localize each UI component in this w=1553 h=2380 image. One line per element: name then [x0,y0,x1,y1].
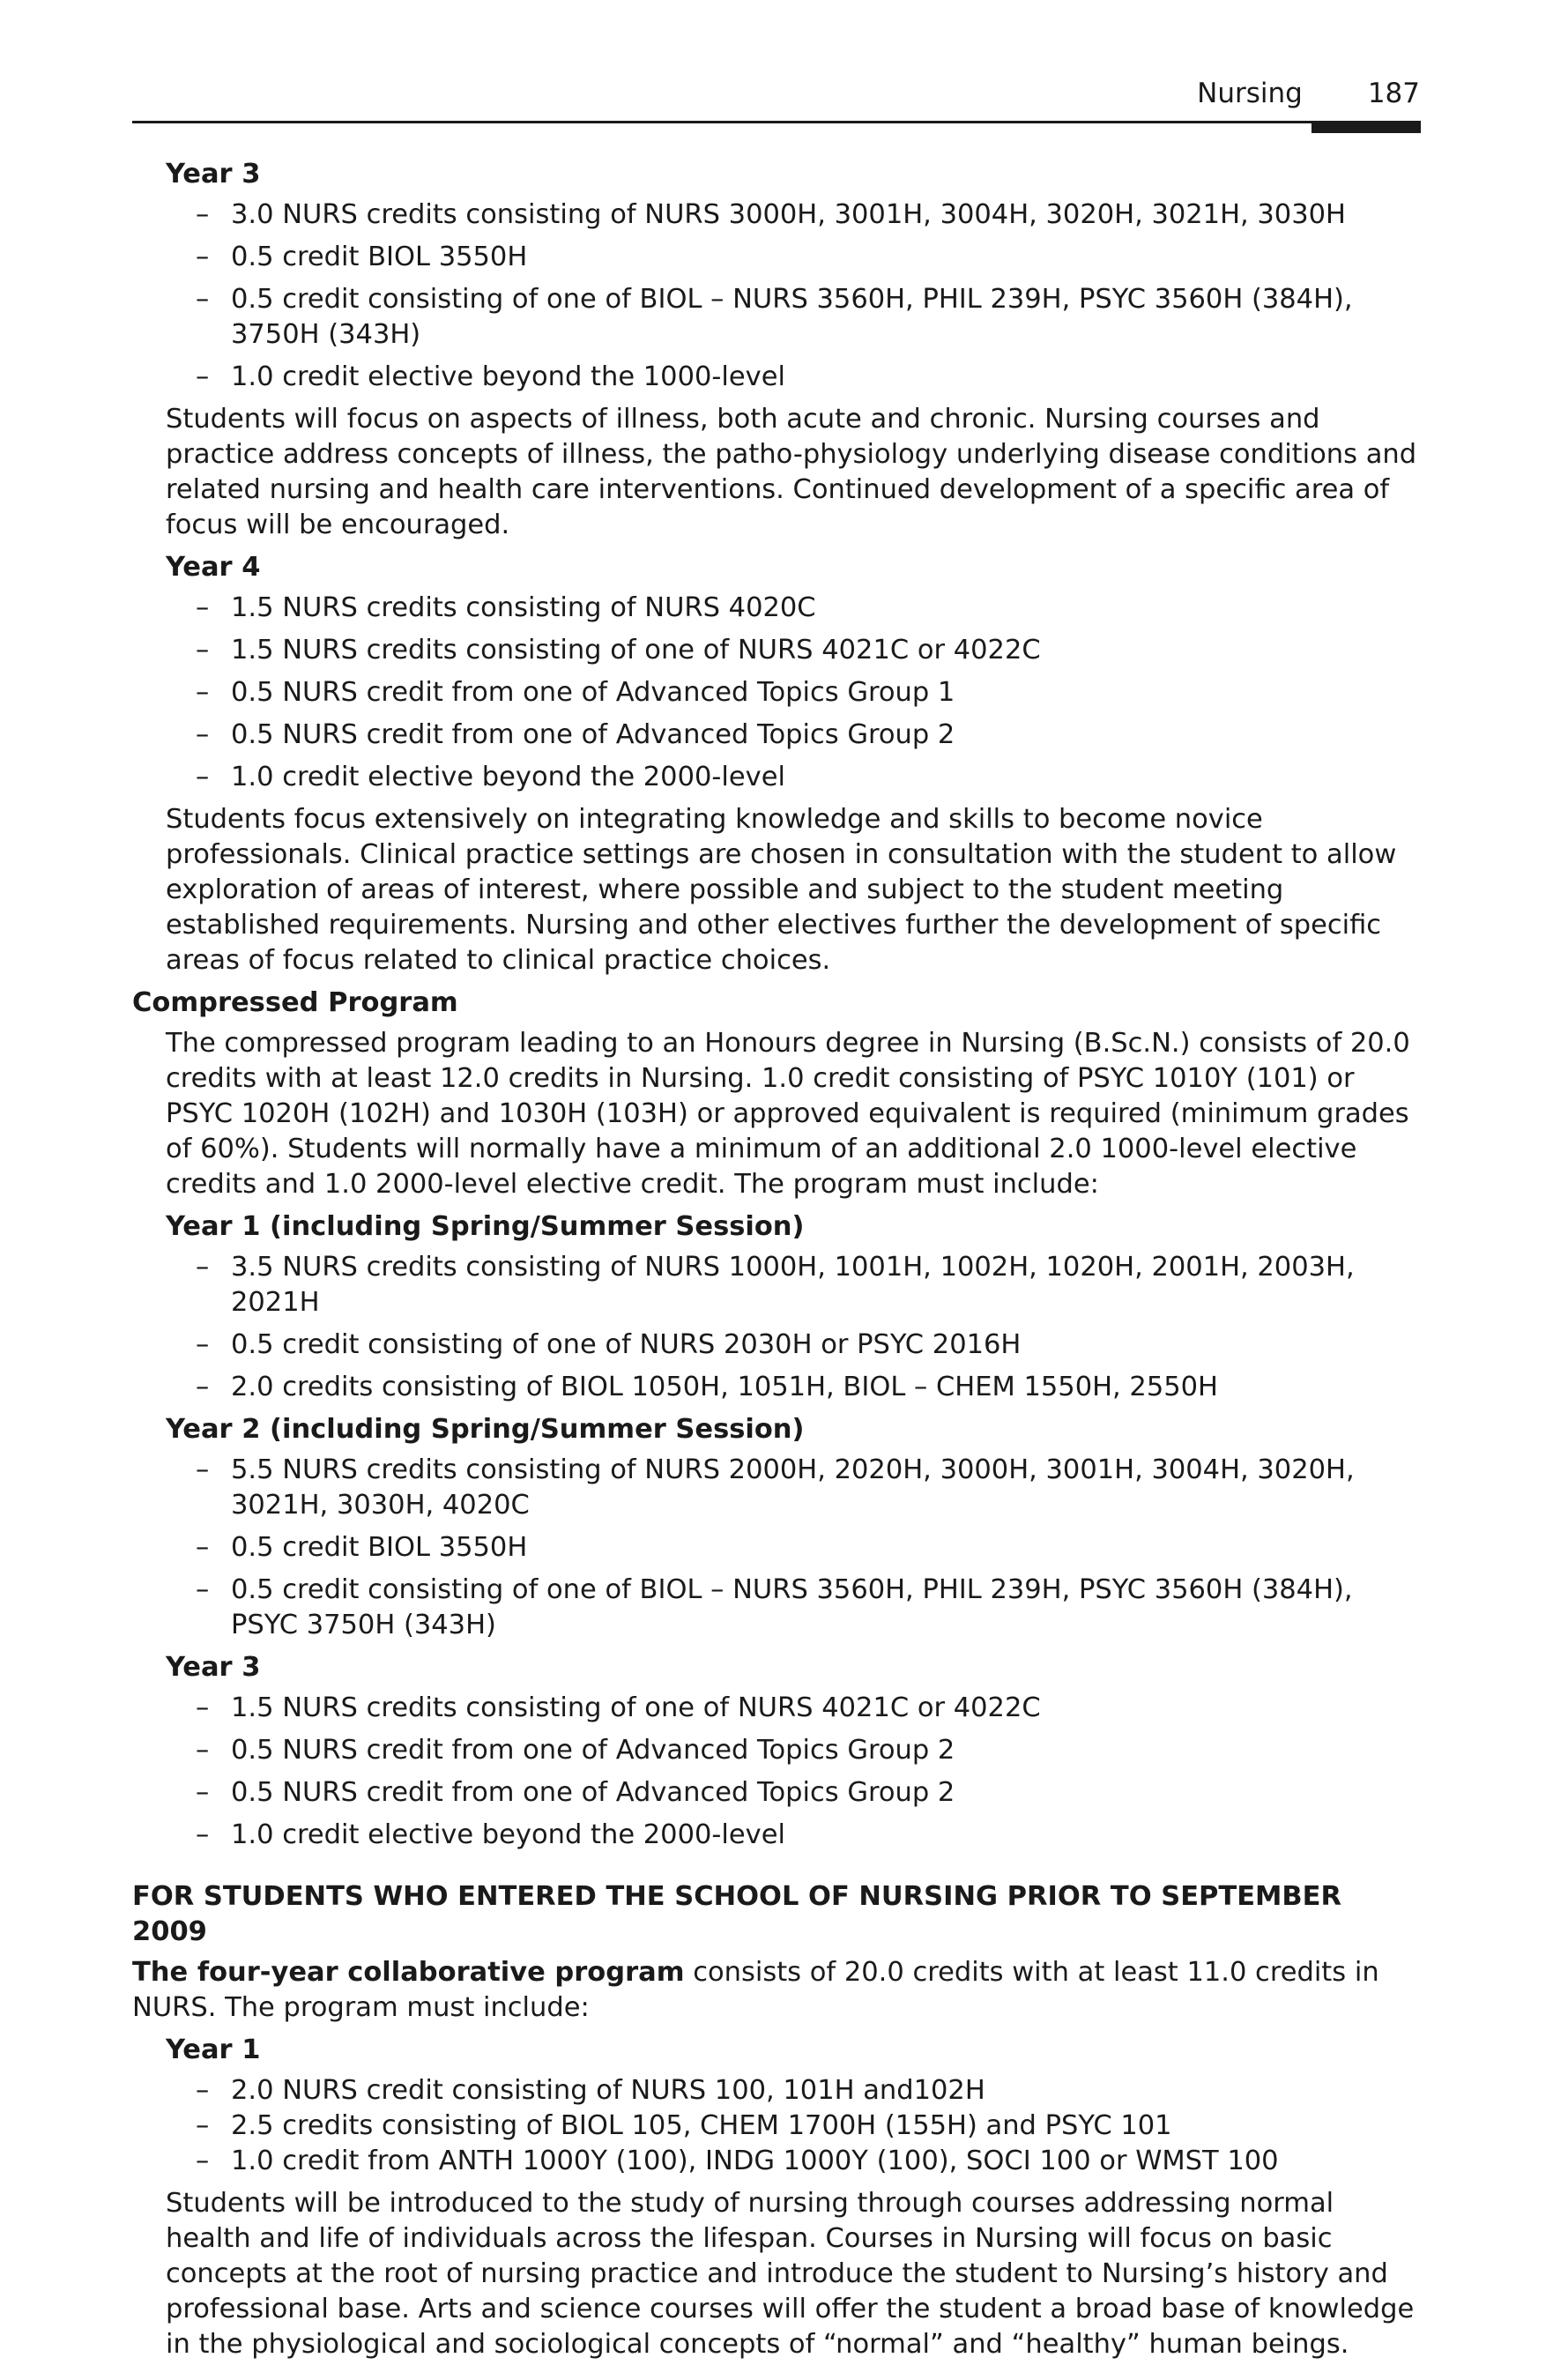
list-item [132,2144,1423,2179]
dash-bullet: – [196,1454,210,1485]
dash-bullet: – [196,361,210,392]
compressed-year3-heading: Year 3 [166,1652,261,1683]
dash-bullet: – [196,2146,210,2176]
year4-description: Students focus extensively on integrating knowledge and skills to become novice professionals. Clinical practice settings are chosen in consultation with the student to allow exploration of areas of interest, where possible and subject to the student meeting established requirements. Nursing and other electives further the development of specific areas of focus related to clinical practice choices. [166,804,1397,976]
dash-bullet: – [196,635,210,666]
list-item-text: 1.0 credit from ANTH 1000Y (100), INDG 1000Y (100), SOCI 100 or WMST 100 [231,2146,1279,2176]
list-item-text: 0.5 credit consisting of one of BIOL – NURS 3560H, PHIL 239H, PSYC 3560H (384H), PSYC 3750H (343H) [231,1574,1353,1640]
list-item [132,282,1423,353]
compressed-program-heading: Compressed Program [132,987,458,1018]
list-item-text: 1.5 NURS credits consisting of one of NURS 4021C or 4022C [231,1692,1041,1723]
year4-heading: Year 4 [166,552,261,583]
list-item-text: 0.5 credit BIOL 3550H [231,1532,528,1563]
list-item [132,1530,1423,1566]
prior-2009-heading: FOR STUDENTS WHO ENTERED THE SCHOOL OF NURSING PRIOR TO SEPTEMBER 2009 [132,1881,1341,1947]
list-item [132,1733,1423,1768]
running-head [1197,78,1420,109]
prior-year1-description: Students will be introduced to the study of nursing through courses addressing normal health and life of individuals across the lifespan. Courses in Nursing will focus on basic concepts at the root of nursing practice and introduce the student to Nursing’s history and professional base. Arts and science courses will offer the student a broad base of knowledge in the physiological and sociological concepts of “normal” and “healthy” human beings. [166,2188,1415,2360]
prior-year1-list [132,2073,1423,2179]
dash-bullet: – [196,242,210,272]
dash-bullet: – [196,1574,210,1605]
compressed-year1-heading: Year 1 (including Spring/Summer Session) [166,1211,805,1242]
list-item [132,718,1423,753]
prior-2009-intro-rest: consists of 20.0 credits with at least 11.0 credits in NURS. The program must include: [132,1957,1379,2023]
list-item-text: 0.5 NURS credit from one of Advanced Topics Group 1 [231,677,955,708]
dash-bullet: – [196,1692,210,1723]
list-item [132,1328,1423,1363]
prior-2009-intro [132,1955,1423,2026]
year3-heading: Year 3 [166,159,261,190]
list-item-text: 1.0 credit elective beyond the 2000-level [231,1819,785,1850]
list-item [132,1453,1423,1523]
list-item [132,1370,1423,1405]
list-item [132,1775,1423,1811]
list-item [132,360,1423,395]
list-item [132,197,1423,233]
list-item-text: 1.0 credit elective beyond the 1000-level [231,361,785,392]
list-item-text: 3.5 NURS credits consisting of NURS 1000H, 1001H, 1002H, 1020H, 2001H, 2003H, 2021H [231,1252,1355,1318]
list-item [132,1573,1423,1643]
list-item-text: 1.0 credit elective beyond the 2000-level [231,762,785,792]
compressed-year2-list [132,1453,1423,1643]
list-item [132,240,1423,275]
list-item-text: 5.5 NURS credits consisting of NURS 2000H, 2020H, 3000H, 3001H, 3004H, 3020H, 3021H, 3030H, 4020C [231,1454,1355,1521]
list-item [132,760,1423,795]
list-item-text: 2.0 NURS credit consisting of NURS 100, 101H and102H [231,2075,985,2106]
header-tab-bar [1312,121,1421,133]
list-item-text: 1.5 NURS credits consisting of one of NURS 4021C or 4022C [231,635,1041,666]
list-item [132,675,1423,710]
list-item-text: 1.5 NURS credits consisting of NURS 4020C [231,592,816,623]
dash-bullet: – [196,1329,210,1360]
list-item [132,1250,1423,1320]
dash-bullet: – [196,2110,210,2141]
dash-bullet: – [196,1252,210,1283]
list-item-text: 0.5 NURS credit from one of Advanced Topics Group 2 [231,719,955,750]
year3-description: Students will focus on aspects of illness, both acute and chronic. Nursing courses and practice address concepts of illness, the patho-physiology underlying disease conditions and related nursing and health care interventions. Continued development of a specific area of focus will be encouraged. [166,404,1417,540]
list-item-text: 2.5 credits consisting of BIOL 105, CHEM 1700H (155H) and PSYC 101 [231,2110,1172,2141]
list-item [132,2073,1423,2109]
dash-bullet: – [196,284,210,315]
page-number: 187 [1367,78,1420,109]
page-content [132,157,1423,2369]
list-item-text: 3.0 NURS credits consisting of NURS 3000H, 3001H, 3004H, 3020H, 3021H, 3030H [231,199,1346,230]
compressed-year2-heading: Year 2 (including Spring/Summer Session) [166,1414,805,1445]
compressed-year3-list [132,1691,1423,1853]
list-item-text: 0.5 credit consisting of one of BIOL – NURS 3560H, PHIL 239H, PSYC 3560H (384H), 3750H (343H) [231,284,1353,350]
dash-bullet: – [196,1735,210,1766]
list-item-text: 2.0 credits consisting of BIOL 1050H, 1051H, BIOL – CHEM 1550H, 2550H [231,1372,1218,1402]
dash-bullet: – [196,677,210,708]
dash-bullet: – [196,1819,210,1850]
dash-bullet: – [196,1532,210,1563]
list-item [132,633,1423,668]
dash-bullet: – [196,1372,210,1402]
list-item-text: 0.5 NURS credit from one of Advanced Topics Group 2 [231,1735,955,1766]
list-item-text: 0.5 NURS credit from one of Advanced Topics Group 2 [231,1777,955,1808]
list-item [132,2109,1423,2144]
dash-bullet: – [196,1777,210,1808]
prior-2009-intro-bold: The four-year collaborative program [132,1957,685,1988]
dash-bullet: – [196,199,210,230]
list-item-text: 0.5 credit consisting of one of NURS 2030H or PSYC 2016H [231,1329,1022,1360]
list-item [132,1691,1423,1726]
list-item-text: 0.5 credit BIOL 3550H [231,242,528,272]
list-item [132,1818,1423,1853]
header-rule [132,121,1312,123]
year4-list [132,591,1423,795]
compressed-program-description: The compressed program leading to an Honours degree in Nursing (B.Sc.N.) consists of 20.0 credits with at least 12.0 credits in Nursing. 1.0 credit consisting of PSYC 1010Y (101) or PSYC 1020H (102H) and 1030H (103H) or approved equivalent is required (minimum grades of 60%). Students will normally have a minimum of an additional 2.0 1000-level elective credits and 1.0 2000-level elective credit. The program must include: [166,1028,1410,1200]
prior-year1-heading: Year 1 [166,2034,261,2065]
year3-list [132,197,1423,395]
running-head-section: Nursing [1197,78,1303,109]
dash-bullet: – [196,719,210,750]
compressed-year1-list [132,1250,1423,1405]
list-item [132,591,1423,626]
dash-bullet: – [196,592,210,623]
dash-bullet: – [196,762,210,792]
dash-bullet: – [196,2075,210,2106]
